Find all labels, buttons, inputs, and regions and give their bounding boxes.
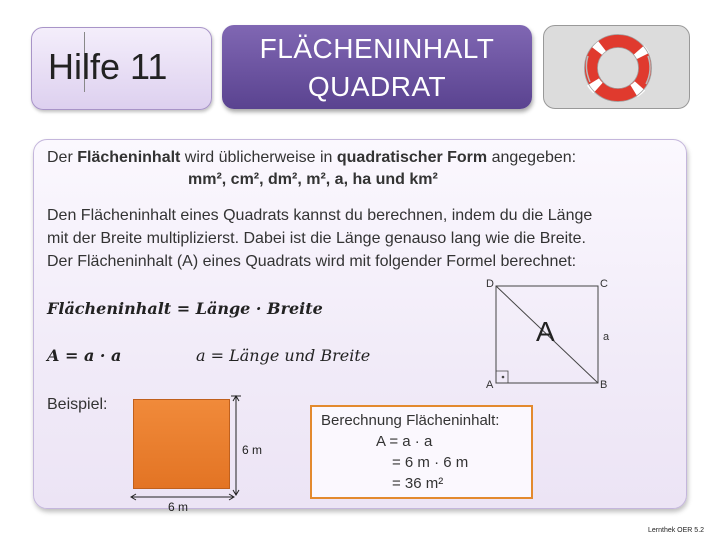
- intro-sentence: [47, 149, 576, 167]
- intro-term-form: quadratischer Form: [336, 149, 488, 166]
- intro-mid: wird üblicherweise in: [180, 149, 337, 166]
- side-label: a: [603, 331, 610, 343]
- units-list: mm², cm², dm², m², a, ha und km²: [188, 171, 438, 188]
- help-label: Hilfe 11: [48, 46, 168, 87]
- title-banner: [222, 25, 532, 109]
- side-length-horizontal: 6 m: [168, 500, 189, 514]
- corner-label-c: C: [600, 278, 608, 290]
- corner-label-b: B: [600, 379, 608, 391]
- area-label: A: [536, 316, 555, 347]
- explanation-line-2: mit der Breite multiplizierst. Dabei ist die Länge genauso lang wie die Breite.: [47, 230, 586, 247]
- calc-title: Berechnung Flächeninhalt:: [321, 412, 500, 429]
- title-line-2: QUADRAT: [307, 71, 447, 102]
- example-label: Beispiel:: [47, 396, 108, 413]
- formula-short: [47, 346, 121, 365]
- explanation-line-3: Der Flächeninhalt (A) eines Quadrats wird mit folgender Formel berechnet:: [47, 253, 577, 270]
- formula-main: Flächeninhalt = Länge · Breite: [47, 299, 323, 318]
- dimension-lines: [125, 390, 265, 420]
- explanation-line-1: Den Flächeninhalt eines Quadrats kannst du berechnen, indem du die Länge: [47, 207, 593, 224]
- side-length-vertical: 6 m: [242, 443, 263, 457]
- lifebuoy-icon: [544, 26, 691, 110]
- vertical-dimension: [229, 394, 243, 498]
- corner-label-d: D: [486, 278, 494, 290]
- title-line-1: FLÄCHENINHALT: [259, 33, 495, 64]
- corner-label-a: A: [486, 379, 494, 391]
- calc-line-2: = 6 m · 6 m: [392, 454, 469, 471]
- calc-line-1: A = a · a: [376, 433, 433, 450]
- calculation-box: [310, 405, 533, 499]
- footer-credit: Lernthek OER 5.2: [648, 527, 705, 534]
- formula-definition: a = Länge und Breite: [196, 346, 371, 365]
- formula-short-text: A = a · a: [47, 346, 122, 365]
- help-number-box: [31, 27, 212, 110]
- intro-suffix: angegeben:: [487, 149, 577, 166]
- intro-term-flaecheninhalt: Flächeninhalt: [77, 149, 181, 166]
- intro-prefix: Der: [47, 149, 78, 166]
- calc-line-3: = 36 m²: [392, 475, 444, 492]
- lifebuoy-button[interactable]: [543, 25, 690, 109]
